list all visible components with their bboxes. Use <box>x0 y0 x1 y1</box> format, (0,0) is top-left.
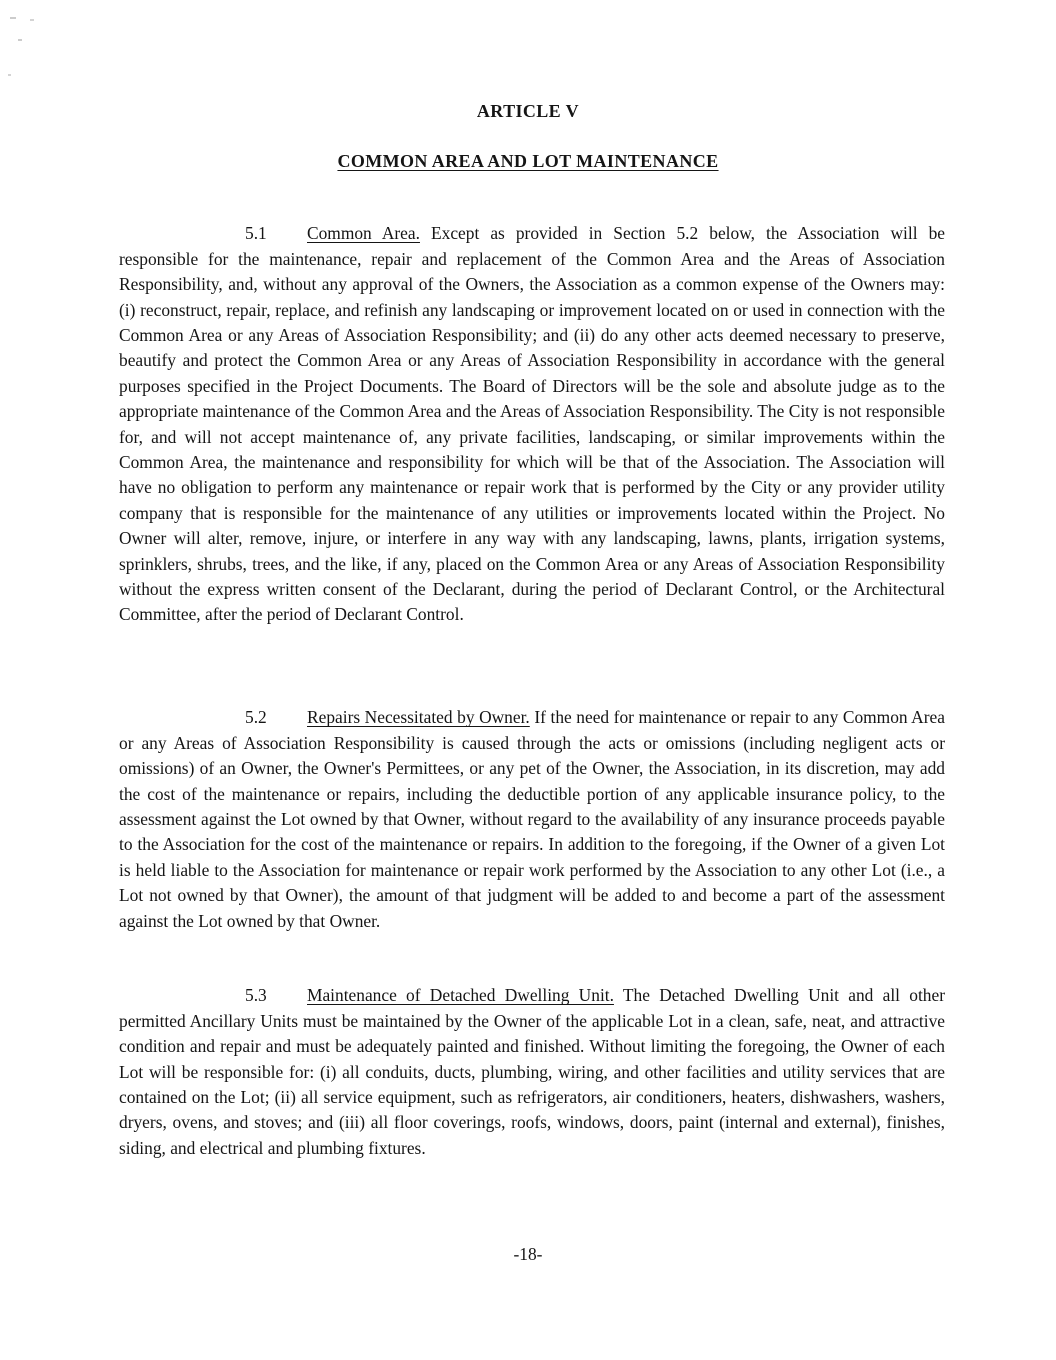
article-subtitle: COMMON AREA AND LOT MAINTENANCE <box>337 151 719 171</box>
section-5-2 <box>119 705 945 934</box>
section-title: Common Area. <box>307 223 420 244</box>
section-body: Except as provided in Section 5.2 below, the Association will be responsible for the maintenance, repair and replacement of the Common Area and the Areas of Association Responsibility, and, without any approval of the Owners, the Association as a common expense of the Owners may: (i) reconstruct, repair, replace, and refinish any landscaping or improvement located on or used in connection with the Common Area or any Areas of Association Responsibility; and (ii) do any other acts deemed necessary to preserve, beautify and protect the Common Area or any Areas of Association Responsibility in accordance with the general purposes specified in the Project Documents. The Board of Directors will be the sole and absolute judge as to the appropriate maintenance of the Common Area and the Areas of Association Responsibility. The City is not responsible for, and will not accept maintenance of, any private facilities, landscaping, or similar improvements within the Common Area, the maintenance and responsibility for which will be that of the Association. The Association will have no obligation to perform any maintenance or repair work that is performed by the City or any provider utility company that is responsible for the maintenance of any utilities or improvements located within the Project. No Owner will alter, remove, injure, or interfere in any way with any landscaping, lawns, plants, irrigation systems, sprinklers, shrubs, trees, and the like, if any, placed on the Common Area or any Areas of Association Responsibility without the express written consent of the Declarant, during the period of Declarant Control, or the Architectural Committee, after the period of Declarant Control. <box>119 223 946 625</box>
scan-artifact-marks <box>4 10 44 90</box>
section-number: 5.3 <box>245 985 267 1006</box>
page-number: -18- <box>513 1244 543 1264</box>
section-number: 5.1 <box>245 223 267 244</box>
article-title: ARTICLE V <box>476 101 580 121</box>
section-title: Repairs Necessitated by Owner. <box>307 707 530 728</box>
section-5-3 <box>119 983 945 1161</box>
section-body: If the need for maintenance or repair to any Common Area or any Areas of Association Responsibility is caused through the acts or omissions (including negligent acts or omissions) of an Owner, the Owner's Permittees, or any pet of the Owner, the Association, in its discretion, may add the cost of the maintenance or repairs, including the deductible portion of any applicable insurance policy, to the assessment against the Lot owned by that Owner, without regard to the availability of any insurance proceeds payable to the Association for the cost of the maintenance or repairs. In addition to the foregoing, if the Owner of a given Lot is held liable to the Association for maintenance or repair work performed by the Association to any other Lot (i.e., a Lot not owned by that Owner), the amount of that judgment will be added to and become a part of the assessment against the Lot owned by that Owner. <box>119 707 945 931</box>
section-body: The Detached Dwelling Unit and all other permitted Ancillary Units must be maintained by the Owner of the applicable Lot in a clean, safe, neat, and attractive condition and repair and must be adequately painted and finished. Without limiting the foregoing, the Owner of each Lot will be responsible for: (i) all conduits, ducts, plumbing, wiring, and other facilities and utility services that are contained on the Lot; (ii) all service equipment, such as refrigerators, air conditioners, heaters, dishwashers, washers, dryers, ovens, and stoves; and (iii) all floor coverings, roofs, windows, doors, paint (internal and external), finishes, siding, and electrical and plumbing fixtures. <box>119 985 945 1158</box>
section-5-1 <box>119 221 945 628</box>
section-number: 5.2 <box>245 707 267 728</box>
section-title: Maintenance of Detached Dwelling Unit. <box>307 985 614 1006</box>
